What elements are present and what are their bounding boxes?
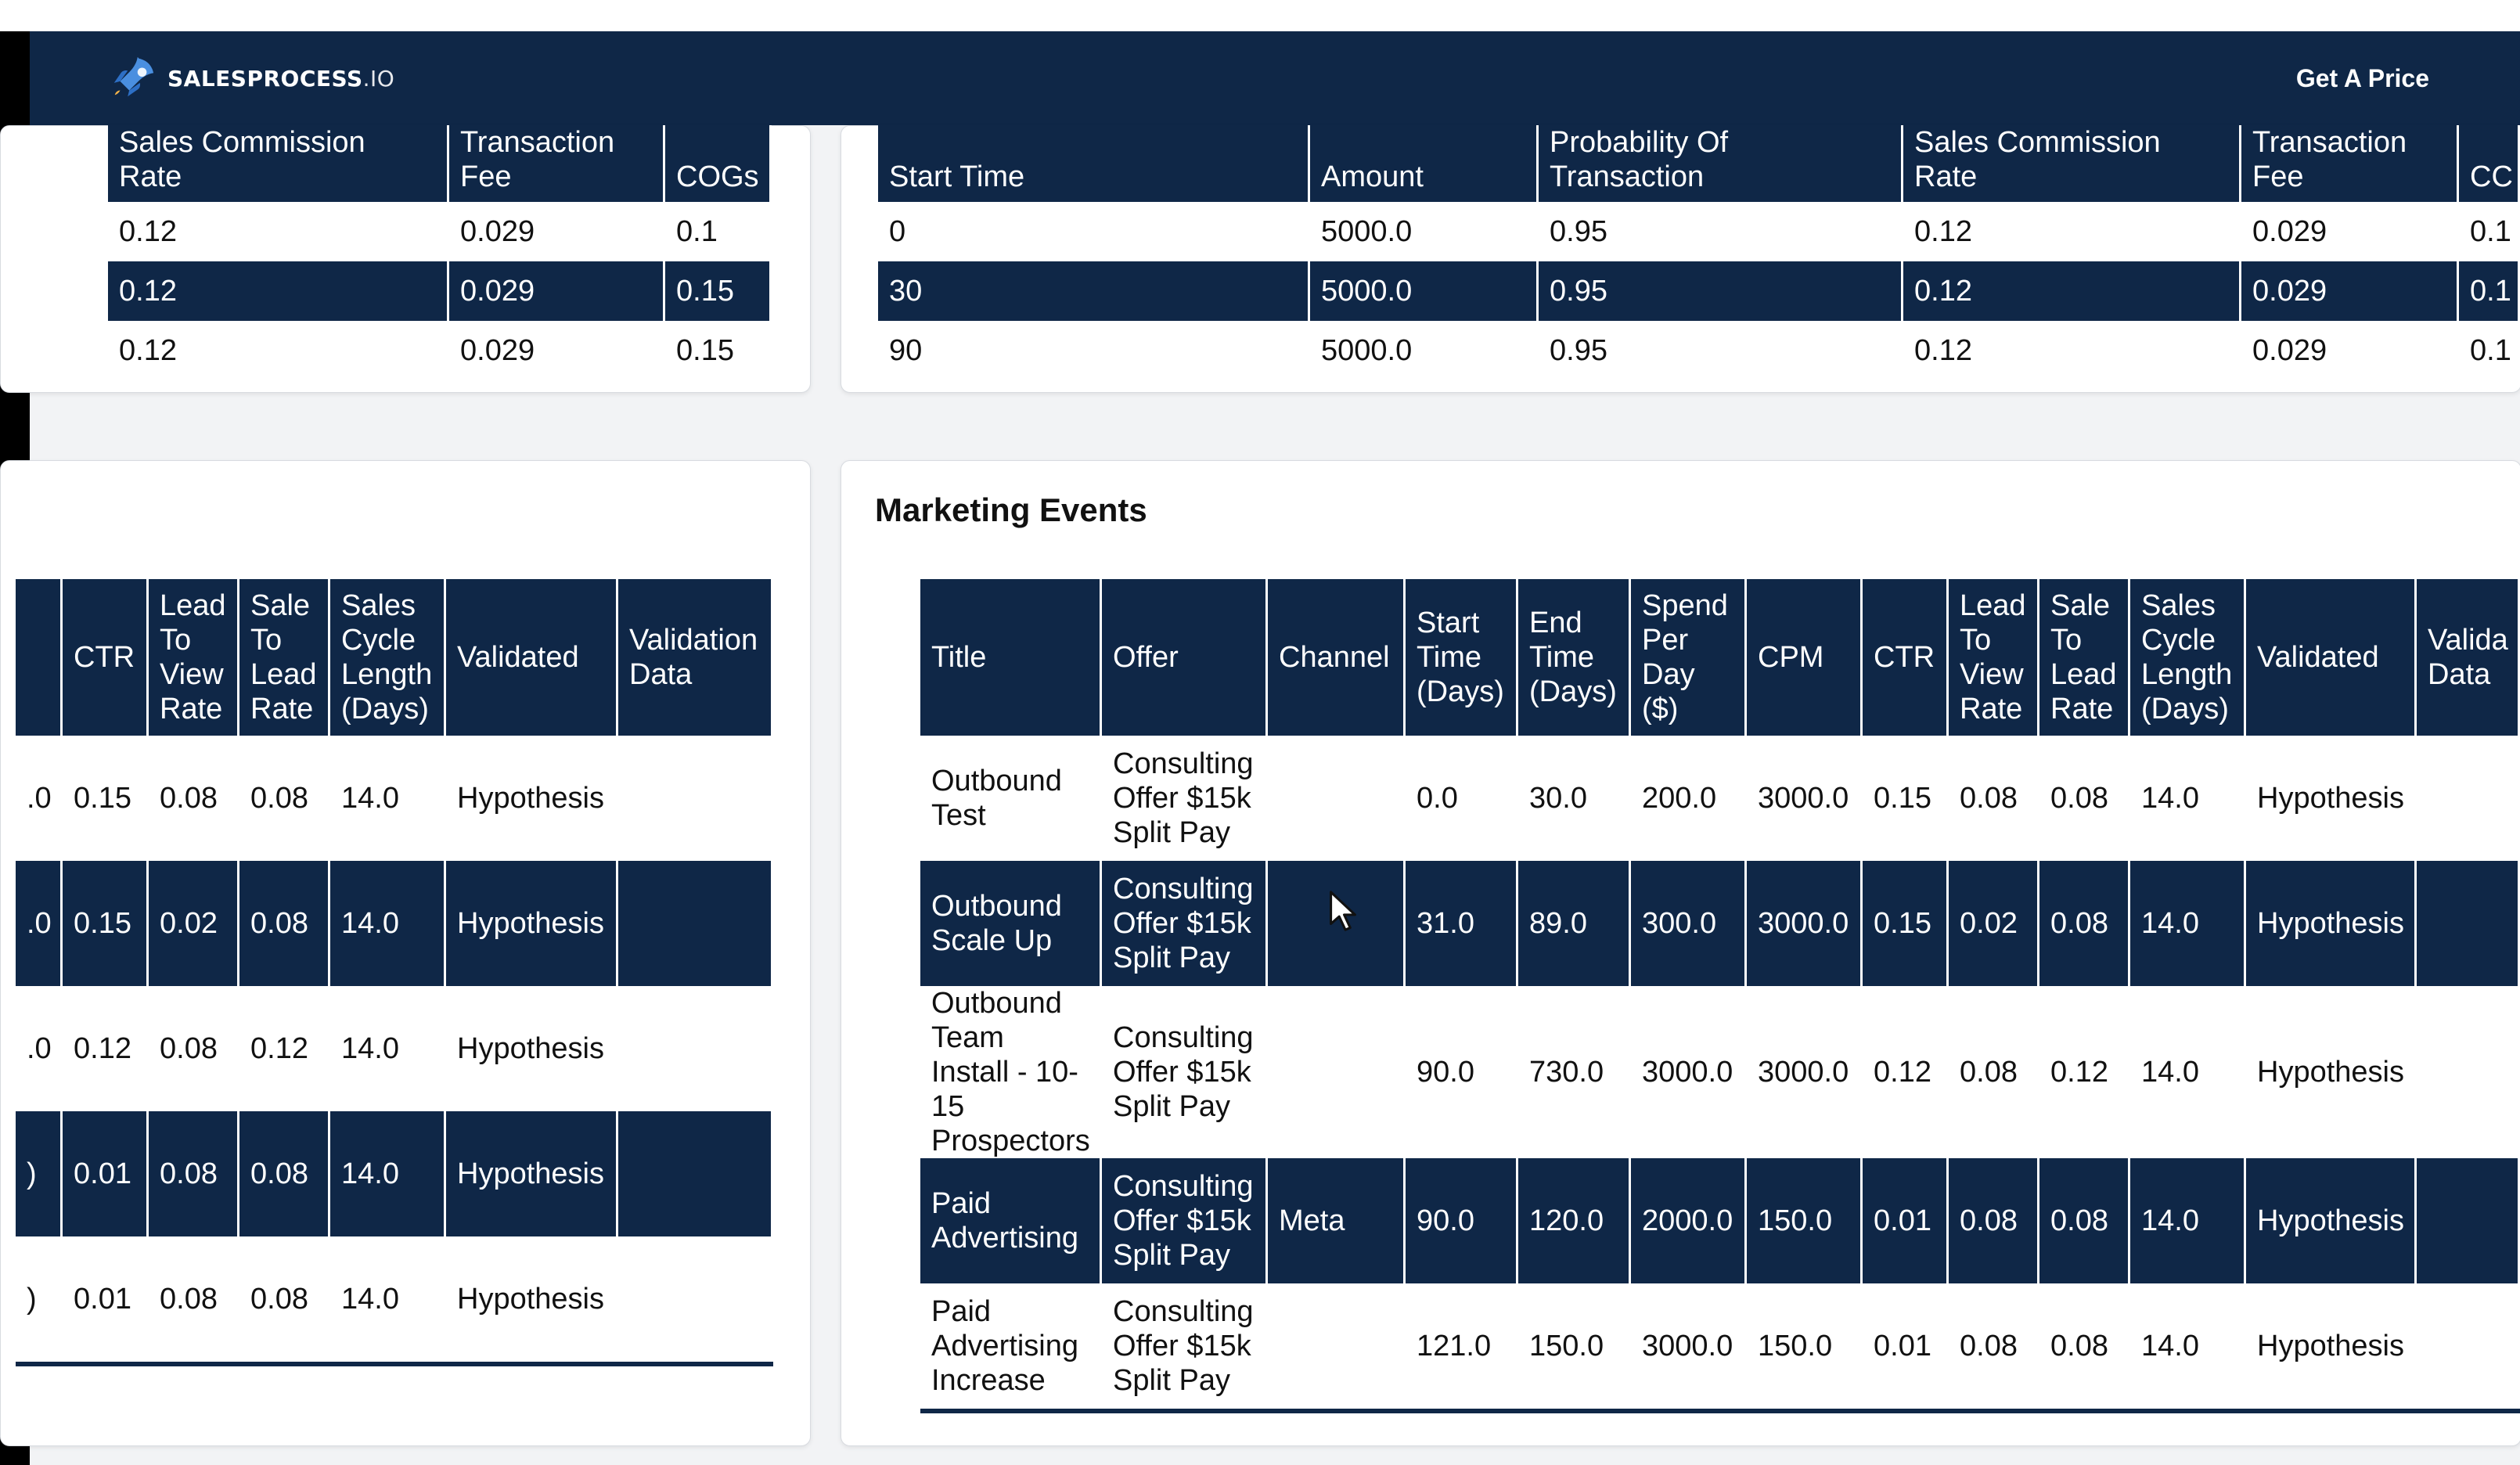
table-cell: 0.15 — [665, 321, 772, 380]
table-row — [108, 202, 772, 261]
table-header[interactable]: Sales Cycle Length (Days) — [330, 579, 446, 736]
table-cell: 300.0 — [1631, 861, 1747, 986]
table-cell: 200.0 — [1631, 736, 1747, 861]
table-cell: 89.0 — [1518, 861, 1631, 986]
table-cell: 0.08 — [2039, 1283, 2130, 1409]
table-cell: ) — [16, 1236, 63, 1362]
table-header[interactable]: Sales Cycle Length (Days) — [2130, 579, 2246, 736]
table-row — [16, 861, 773, 986]
table-row — [920, 1158, 2520, 1283]
get-a-price-button[interactable]: Get A Price — [2291, 63, 2434, 94]
table-cell: Outbound Scale Up — [920, 861, 1102, 986]
table-header[interactable]: Sale To Lead Rate — [2039, 579, 2130, 736]
table-cell: 0.01 — [63, 1111, 149, 1236]
table-cell: 30.0 — [1518, 736, 1631, 861]
table-header[interactable]: CTR — [63, 579, 149, 736]
table-cell — [2417, 986, 2520, 1158]
table-header[interactable]: Sale To Lead Rate — [239, 579, 330, 736]
table-cell: Hypothesis — [2246, 1283, 2417, 1409]
table-cell: Hypothesis — [2246, 986, 2417, 1158]
table-cell: 14.0 — [330, 736, 446, 861]
table-header[interactable]: Start Time (Days) — [1406, 579, 1518, 736]
table-cell: 5000.0 — [1310, 202, 1539, 261]
table-cell: 31.0 — [1406, 861, 1518, 986]
table-cell — [618, 736, 773, 861]
table-cell: 0.08 — [239, 1236, 330, 1362]
table-cell: 3000.0 — [1631, 1283, 1747, 1409]
table-cell: Hypothesis — [2246, 736, 2417, 861]
table-cell: 730.0 — [1518, 986, 1631, 1158]
table-cell: 0.95 — [1539, 202, 1903, 261]
table-cell: .0 — [16, 986, 63, 1111]
table-cell: 0.08 — [1949, 736, 2039, 861]
table-cell: 14.0 — [2130, 1283, 2246, 1409]
table-cell: 90.0 — [1406, 1158, 1518, 1283]
table-header[interactable]: Channel — [1268, 579, 1406, 736]
table-cell: 0.08 — [2039, 1158, 2130, 1283]
table-cell: Outbound Team Install - 10-15 Prospectors — [920, 986, 1102, 1158]
table-header[interactable]: CC — [2459, 125, 2520, 202]
table-cell: 0.12 — [239, 986, 330, 1111]
table-header[interactable]: Validation Data — [618, 579, 773, 736]
table-cell: Consulting Offer $15k Split Pay — [1102, 861, 1268, 986]
table-cell: 14.0 — [2130, 986, 2246, 1158]
table-row — [878, 202, 2520, 261]
table-row — [920, 736, 2520, 861]
table-cell: 0.0 — [1406, 736, 1518, 861]
table-cell: Paid Advertising — [920, 1158, 1102, 1283]
table-row — [16, 736, 773, 861]
table-row — [16, 1111, 773, 1236]
table-cell — [2417, 861, 2520, 986]
brand[interactable] — [108, 54, 394, 103]
table-cell: 0.08 — [149, 986, 239, 1111]
table-cell — [1268, 986, 1406, 1158]
table-header[interactable]: CTR — [1863, 579, 1949, 736]
table-header[interactable]: Title — [920, 579, 1102, 736]
table-cell: 14.0 — [330, 986, 446, 1111]
table-header[interactable]: Transaction Fee — [449, 125, 665, 202]
top-right-table — [878, 125, 2520, 380]
table-cell: 0.08 — [2039, 736, 2130, 861]
marketing-events-title: Marketing Events — [875, 491, 1147, 528]
table-cell: 0.12 — [1863, 986, 1949, 1158]
table-header[interactable]: Lead To View Rate — [1949, 579, 2039, 736]
table-cell: 121.0 — [1406, 1283, 1518, 1409]
table-row — [920, 986, 2520, 1158]
table-header[interactable]: Probability Of Transaction — [1539, 125, 1903, 202]
table-cell: Outbound Test — [920, 736, 1102, 861]
table-row — [16, 986, 773, 1111]
table-cell: Hypothesis — [446, 1111, 618, 1236]
table-cell: 0.08 — [1949, 1158, 2039, 1283]
table-cell: Meta — [1268, 1158, 1406, 1283]
marketing-events-table — [920, 579, 2520, 1413]
app-header — [30, 31, 2520, 125]
table-cell: 14.0 — [330, 1111, 446, 1236]
table-cell: 0.01 — [1863, 1158, 1949, 1283]
table-header[interactable]: Start Time — [878, 125, 1310, 202]
rocket-icon — [108, 54, 157, 103]
table-cell: 0.08 — [1949, 1283, 2039, 1409]
table-cell: 0.08 — [239, 736, 330, 861]
table-cell: 3000.0 — [1631, 986, 1747, 1158]
table-cell: 0.12 — [1903, 261, 2241, 321]
table-cell: Hypothesis — [2246, 861, 2417, 986]
table-row — [108, 321, 772, 380]
table-cell: 0.15 — [1863, 736, 1949, 861]
table-header[interactable]: Transaction Fee — [2241, 125, 2459, 202]
table-cell: 150.0 — [1747, 1158, 1863, 1283]
table-cell — [618, 1111, 773, 1236]
table-cell: .0 — [16, 736, 63, 861]
table-cell: 0.08 — [239, 1111, 330, 1236]
table-cell: 0.029 — [449, 321, 665, 380]
table-header[interactable]: Amount — [1310, 125, 1539, 202]
table-header[interactable]: End Time (Days) — [1518, 579, 1631, 736]
table-cell — [1268, 736, 1406, 861]
table-cell — [1268, 1283, 1406, 1409]
table-cell: 0.12 — [108, 321, 449, 380]
table-header[interactable]: Sales Commission Rate — [1903, 125, 2241, 202]
table-cell: 3000.0 — [1747, 861, 1863, 986]
top-strip — [0, 0, 2520, 32]
brand-name: SALESPROCESS.IO — [167, 65, 395, 92]
table-cell: 90.0 — [1406, 986, 1518, 1158]
table-cell: 90 — [878, 321, 1310, 380]
table-cell: 0.08 — [149, 1111, 239, 1236]
table-header[interactable]: Validated — [446, 579, 618, 736]
table-cell: 5000.0 — [1310, 261, 1539, 321]
table-cell — [2417, 1158, 2520, 1283]
table-cell: 3000.0 — [1747, 986, 1863, 1158]
table-cell: 0.08 — [149, 736, 239, 861]
table-row — [16, 1236, 773, 1362]
table-cell — [2417, 1283, 2520, 1409]
bottom-left-table — [16, 579, 773, 1366]
table-cell: Hypothesis — [446, 861, 618, 986]
table-header[interactable] — [16, 579, 63, 736]
table-cell: 0 — [878, 202, 1310, 261]
table-cell: 14.0 — [2130, 1158, 2246, 1283]
table-cell: 14.0 — [2130, 736, 2246, 861]
table-cell: Paid Advertising Increase — [920, 1283, 1102, 1409]
table-header[interactable]: COGs — [665, 125, 772, 202]
table-cell: 150.0 — [1747, 1283, 1863, 1409]
top-left-table — [108, 125, 772, 380]
table-cell: 0.12 — [108, 202, 449, 261]
table-cell: 0.15 — [1863, 861, 1949, 986]
table-cell: 0.029 — [449, 202, 665, 261]
table-cell: 0.01 — [63, 1236, 149, 1362]
table-cell: 14.0 — [330, 1236, 446, 1362]
table-cell: 3000.0 — [1747, 736, 1863, 861]
table-cell: 0.1 — [2459, 321, 2520, 380]
table-row — [878, 321, 2520, 380]
table-cell: 0.12 — [2039, 986, 2130, 1158]
table-cell: 0.08 — [1949, 986, 2039, 1158]
table-cell: 0.15 — [665, 261, 772, 321]
table-cell: 0.08 — [239, 861, 330, 986]
table-cell: 0.02 — [1949, 861, 2039, 986]
table-cell — [2417, 736, 2520, 861]
table-cell: 2000.0 — [1631, 1158, 1747, 1283]
table-cell: 0.12 — [1903, 202, 2241, 261]
table-cell: Consulting Offer $15k Split Pay — [1102, 1158, 1268, 1283]
table-cell: Hypothesis — [446, 986, 618, 1111]
table-cell — [618, 1236, 773, 1362]
table-cell: Hypothesis — [446, 1236, 618, 1362]
table-cell: 0.95 — [1539, 321, 1903, 380]
table-cell: 30 — [878, 261, 1310, 321]
table-header[interactable]: Spend Per Day ($) — [1631, 579, 1747, 736]
table-header[interactable]: CPM — [1747, 579, 1863, 736]
table-cell: Hypothesis — [446, 736, 618, 861]
table-cell: 0.12 — [108, 261, 449, 321]
table-cell: 0.02 — [149, 861, 239, 986]
table-cell: ) — [16, 1111, 63, 1236]
table-header[interactable]: Sales Commission Rate — [108, 125, 449, 202]
table-row — [108, 261, 772, 321]
table-cell: .0 — [16, 861, 63, 986]
table-cell: 0.1 — [2459, 261, 2520, 321]
table-header[interactable]: Validated — [2246, 579, 2417, 736]
table-cell: 0.15 — [63, 736, 149, 861]
table-cell: 0.1 — [2459, 202, 2520, 261]
table-header[interactable]: Offer — [1102, 579, 1268, 736]
table-cell — [618, 986, 773, 1111]
table-cell: Consulting Offer $15k Split Pay — [1102, 736, 1268, 861]
table-cell — [1268, 861, 1406, 986]
table-cell: 120.0 — [1518, 1158, 1631, 1283]
table-cell: 0.12 — [1903, 321, 2241, 380]
table-cell: 150.0 — [1518, 1283, 1631, 1409]
table-cell: Consulting Offer $15k Split Pay — [1102, 986, 1268, 1158]
table-cell: 0.029 — [449, 261, 665, 321]
table-cell: 0.08 — [149, 1236, 239, 1362]
table-cell: 0.1 — [665, 202, 772, 261]
table-cell — [618, 861, 773, 986]
table-cell: Consulting Offer $15k Split Pay — [1102, 1283, 1268, 1409]
table-cell: Hypothesis — [2246, 1158, 2417, 1283]
table-header[interactable]: Lead To View Rate — [149, 579, 239, 736]
table-cell: 0.029 — [2241, 202, 2459, 261]
table-row — [920, 1283, 2520, 1409]
table-cell: 0.08 — [2039, 861, 2130, 986]
table-cell: 0.15 — [63, 861, 149, 986]
table-cell: 0.029 — [2241, 321, 2459, 380]
table-cell: 0.12 — [63, 986, 149, 1111]
table-cell: 14.0 — [2130, 861, 2246, 986]
table-cell: 0.029 — [2241, 261, 2459, 321]
table-header[interactable]: Valida Data — [2417, 579, 2520, 736]
table-cell: 14.0 — [330, 861, 446, 986]
table-cell: 5000.0 — [1310, 321, 1539, 380]
table-cell: 0.95 — [1539, 261, 1903, 321]
table-cell: 0.01 — [1863, 1283, 1949, 1409]
table-row — [920, 861, 2520, 986]
table-row — [878, 261, 2520, 321]
